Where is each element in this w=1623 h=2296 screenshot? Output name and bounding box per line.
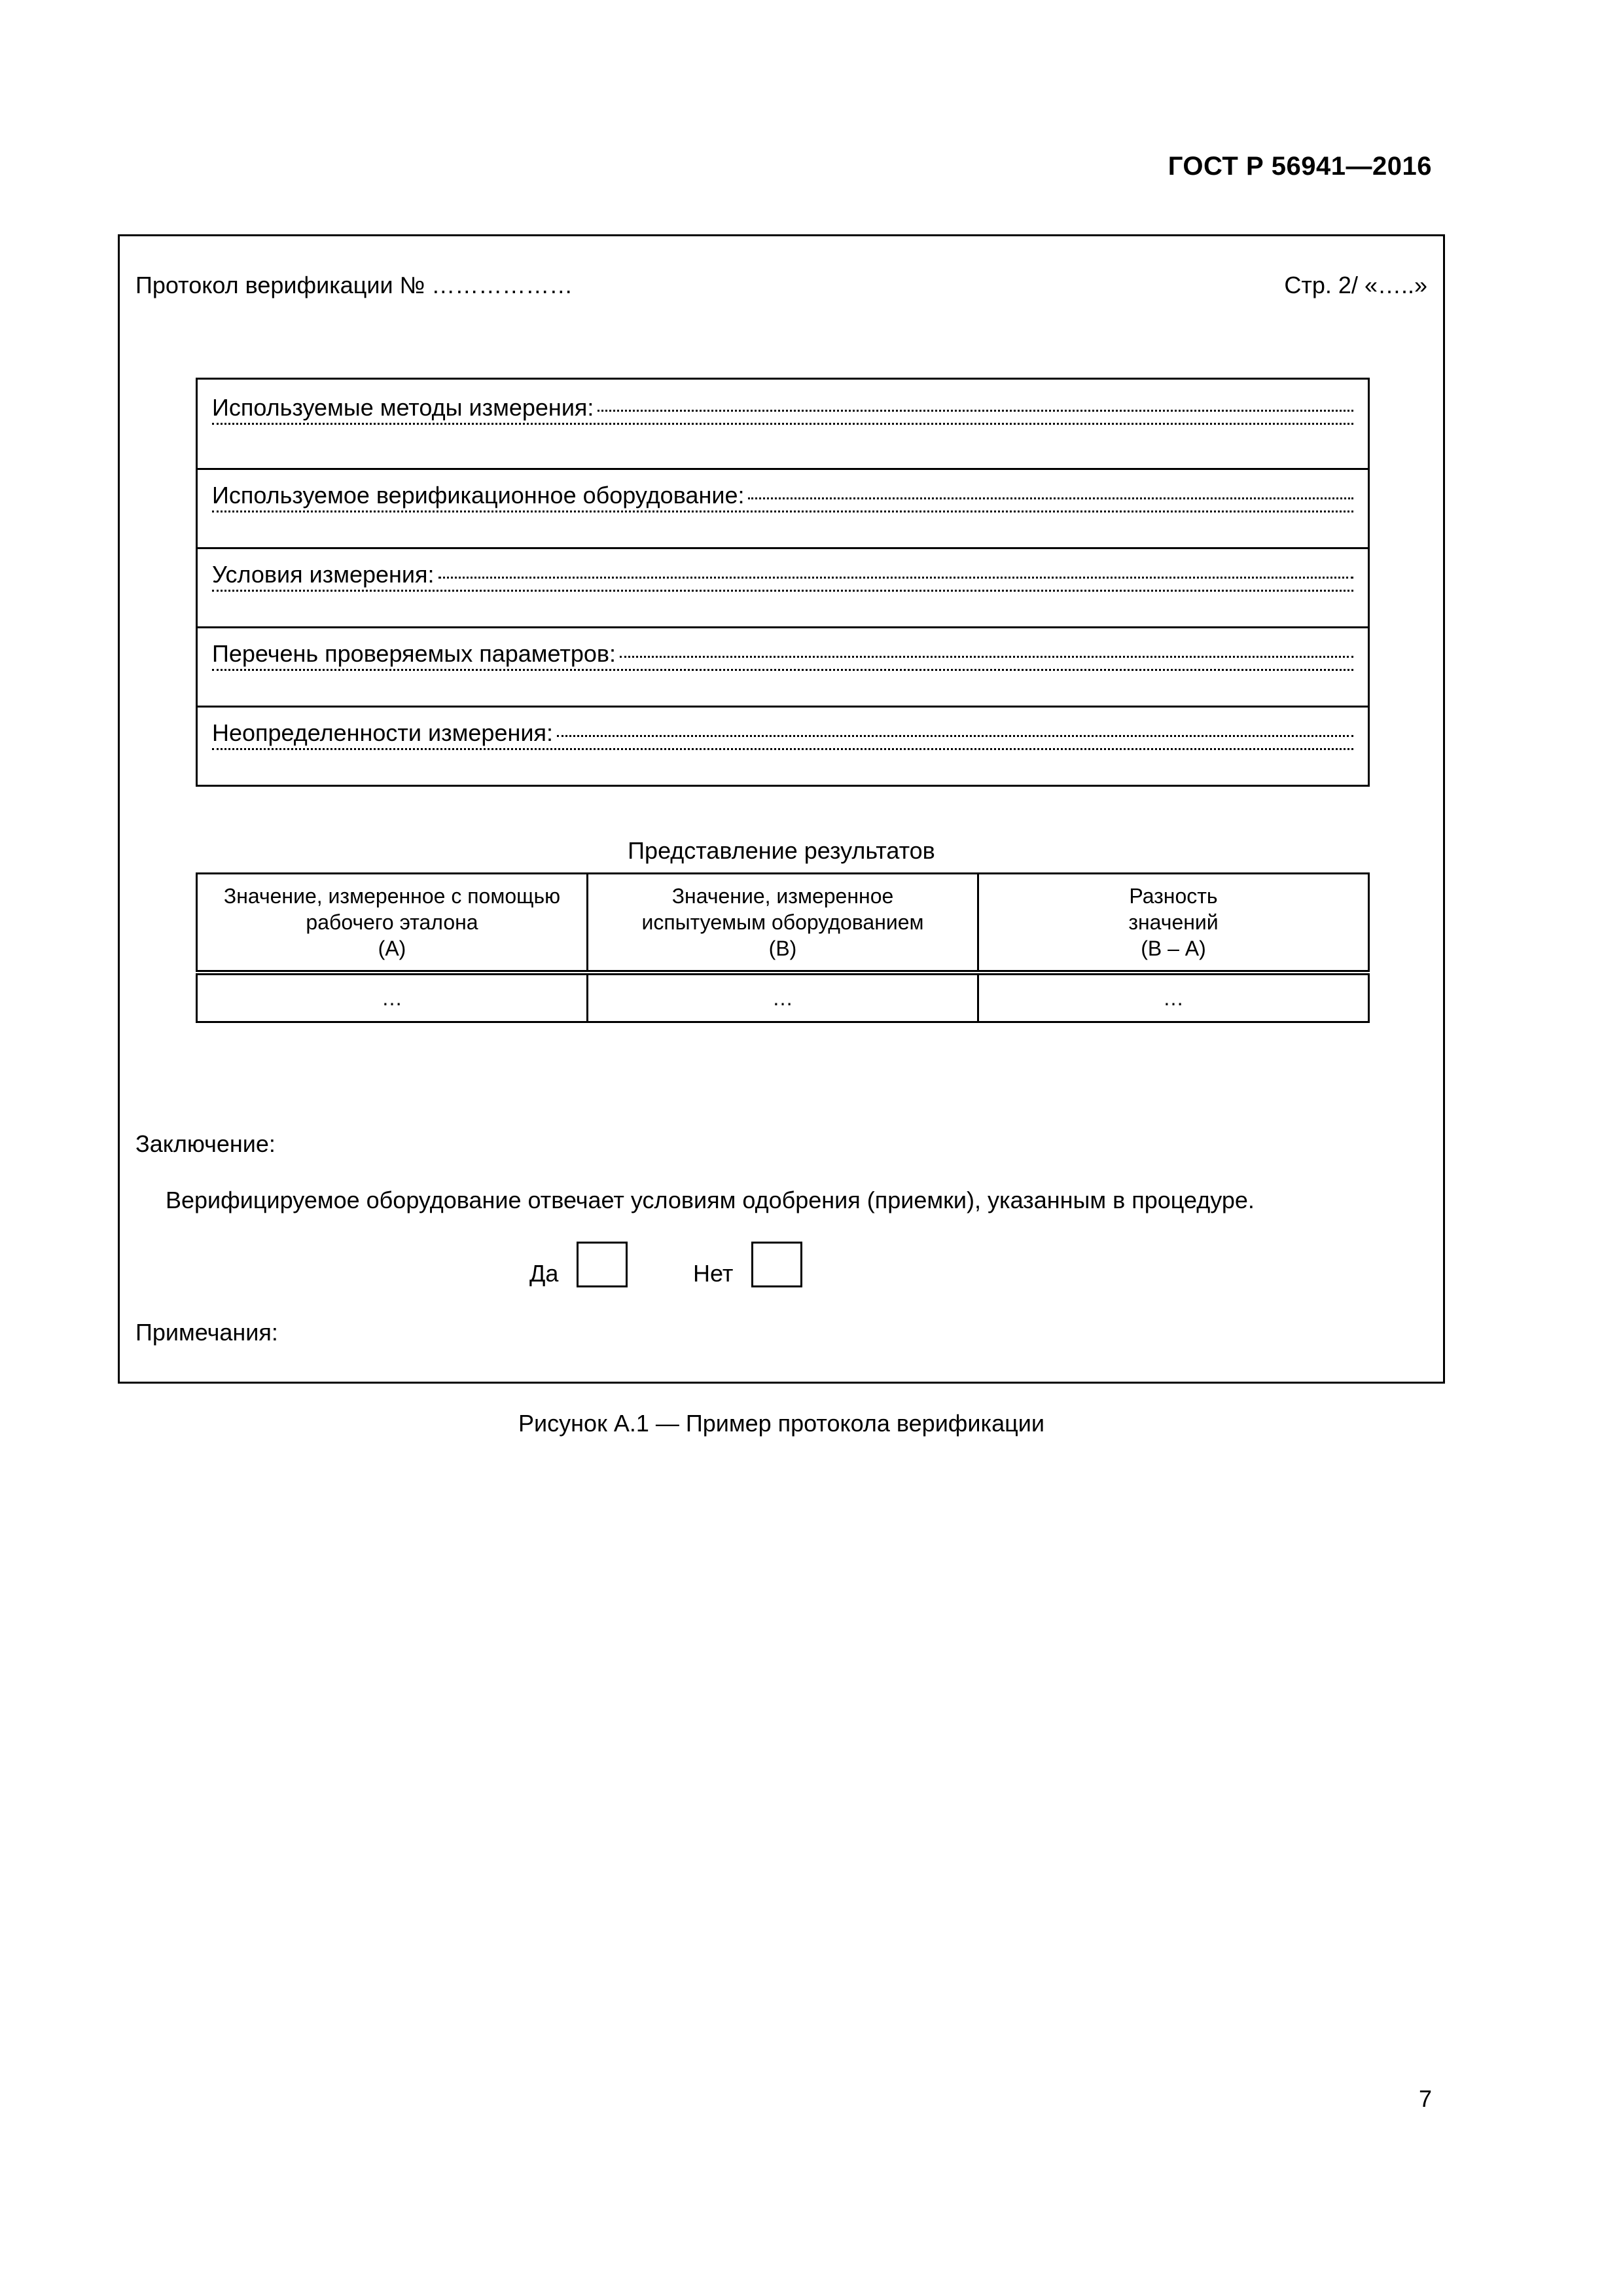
- info-label: Используемые методы измерения:: [212, 394, 594, 421]
- no-choice: [693, 1242, 802, 1287]
- results-header-row: [197, 874, 1369, 973]
- standard-code: ГОСТ Р 56941—2016: [1168, 152, 1432, 181]
- figure-caption: Рисунок А.1 — Пример протокола верификации: [518, 1410, 1044, 1437]
- column-header-diff: Разность значений (В – А): [978, 874, 1369, 973]
- info-label: Условия измерения:: [212, 561, 435, 588]
- fill-line[interactable]: [212, 423, 1353, 425]
- column-header-a: Значение, измеренное с помощью рабочего эталона (А): [197, 874, 588, 973]
- no-label: Нет: [693, 1260, 734, 1287]
- info-label: Используемое верификационное оборудование:: [212, 482, 745, 509]
- no-checkbox[interactable]: [751, 1242, 802, 1287]
- yes-label: Да: [529, 1260, 559, 1287]
- fill-line[interactable]: [212, 590, 1353, 592]
- page-number: 7: [1418, 2085, 1432, 2112]
- table-cell[interactable]: …: [197, 973, 588, 1022]
- info-row-equipment: [198, 470, 1368, 549]
- info-label: Перечень проверяемых параметров:: [212, 640, 616, 667]
- table-cell[interactable]: …: [978, 973, 1369, 1022]
- fill-line[interactable]: [438, 577, 1353, 579]
- conclusion-label: Заключение:: [135, 1130, 276, 1157]
- fill-line[interactable]: [212, 748, 1353, 750]
- protocol-form: [118, 234, 1445, 1384]
- table-row: [197, 973, 1369, 1022]
- yes-checkbox[interactable]: [577, 1242, 628, 1287]
- info-row-uncertainty: [198, 708, 1368, 785]
- column-header-b: Значение, измеренное испытуемым оборудованием (В): [588, 874, 978, 973]
- fill-line[interactable]: [212, 511, 1353, 512]
- fill-line[interactable]: [748, 497, 1353, 499]
- fill-line[interactable]: [620, 656, 1353, 658]
- table-cell[interactable]: …: [588, 973, 978, 1022]
- results-table: [196, 872, 1370, 1023]
- info-row-conditions: [198, 549, 1368, 628]
- info-label: Неопределенности измерения:: [212, 719, 553, 746]
- info-row-methods: [198, 380, 1368, 470]
- info-row-parameters: [198, 628, 1368, 708]
- info-table: [196, 378, 1370, 787]
- protocol-title: Протокол верификации № ………………: [135, 272, 573, 298]
- protocol-page-ref: Стр. 2/ «…..»: [1284, 272, 1427, 298]
- results-caption: Представление результатов: [628, 837, 935, 864]
- notes-label: Примечания:: [135, 1319, 278, 1346]
- conclusion-statement: Верифицируемое оборудование отвечает условиям одобрения (приемки), указанным в процедуре.: [166, 1187, 1255, 1213]
- protocol-header: [135, 272, 1427, 299]
- fill-line[interactable]: [557, 735, 1353, 737]
- fill-line[interactable]: [212, 669, 1353, 671]
- yes-choice: [529, 1242, 628, 1287]
- fill-line[interactable]: [597, 410, 1353, 412]
